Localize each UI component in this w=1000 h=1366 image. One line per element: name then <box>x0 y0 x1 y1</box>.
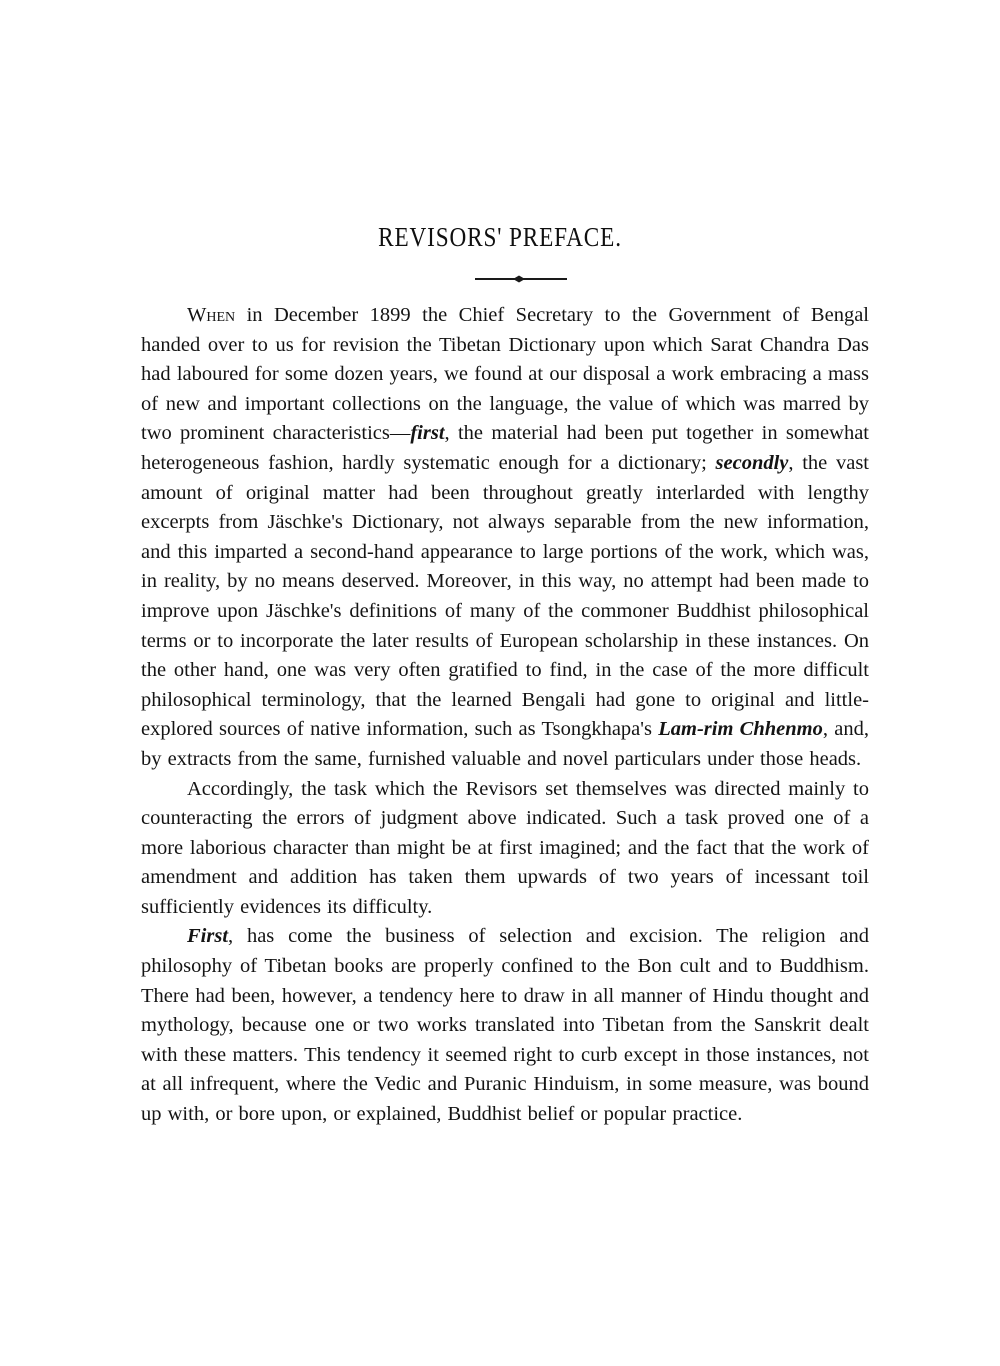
text-segment: , the vast amount of original matter had been throughout greatly interlarded with lengthy excerpts from Jäschke's Dictionary, not always separable from the new information, and this imparted a second-hand appearance to large portions of the work, which was, in reality, by no means deserved. Moreover, in this way, no attempt had been made to improve upon Jäschke's definitions of many of the commoner Buddhist philosophical terms or to incorporate the later results of European scholarship in these instances. On the other hand, one was very often gratified to find, in the case of the more difficult philosophical terminology, that the learned Bengali had gone to original and little-explored sources of native information, such as Tsongkhapa's <box>141 451 869 741</box>
emphasis-text: First <box>187 925 229 948</box>
ornament-rule <box>475 275 567 283</box>
page-title: REVISORS' PREFACE. <box>378 222 622 252</box>
lead-word: When <box>187 304 236 326</box>
emphasis-text: Lam-rim Chhenmo <box>658 718 823 741</box>
text-segment: , the material had been put together in somewhat heterogeneous fashion, hardly systematic enough for a dictionary; <box>141 422 869 474</box>
paragraph <box>141 301 869 775</box>
emphasis-text: secondly <box>715 451 789 474</box>
preface-body <box>141 301 869 1130</box>
emphasis-text: first <box>410 422 445 445</box>
ornament-icon <box>475 275 567 283</box>
text-segment: Accordingly, the task which the Revisors set themselves was directed mainly to counteracting the errors of judgment above indicated. Such a task proved one of a more laborious character than might be at first imagined; and the fact that the work of amendment and addition has taken them upwards of two years of incessant toil sufficiently evidences its difficulty. <box>141 777 869 918</box>
paragraph <box>141 922 869 1129</box>
text-segment: in December 1899 the Chief Secretary to the Government of Bengal handed over to us for revision the Tibetan Dictionary upon which Sarat Chandra Das had laboured for some dozen years, we found at our disposal a work embracing a mass of new and important collections on the language, the value of which was marred by two prominent characteristics— <box>141 304 869 445</box>
paragraph <box>141 775 869 923</box>
text-segment: , has come the business of selection and excision. The religion and philosophy of Tibetan books are properly confined to the Bon cult and to Buddhism. There had been, however, a tendency here to draw in all manner of Hindu thought and mythology, because one or two works translated into Tibetan from the Sanskrit dealt with these matters. This tendency it seemed right to curb except in those instances, not at all infrequent, where the Vedic and Puranic Hinduism, in some measure, was bound up with, or bore upon, or explained, Buddhist belief or popular practice. <box>141 925 869 1126</box>
text-segment: , and, by extracts from the same, furnished valuable and novel particulars under those heads. <box>141 718 869 770</box>
